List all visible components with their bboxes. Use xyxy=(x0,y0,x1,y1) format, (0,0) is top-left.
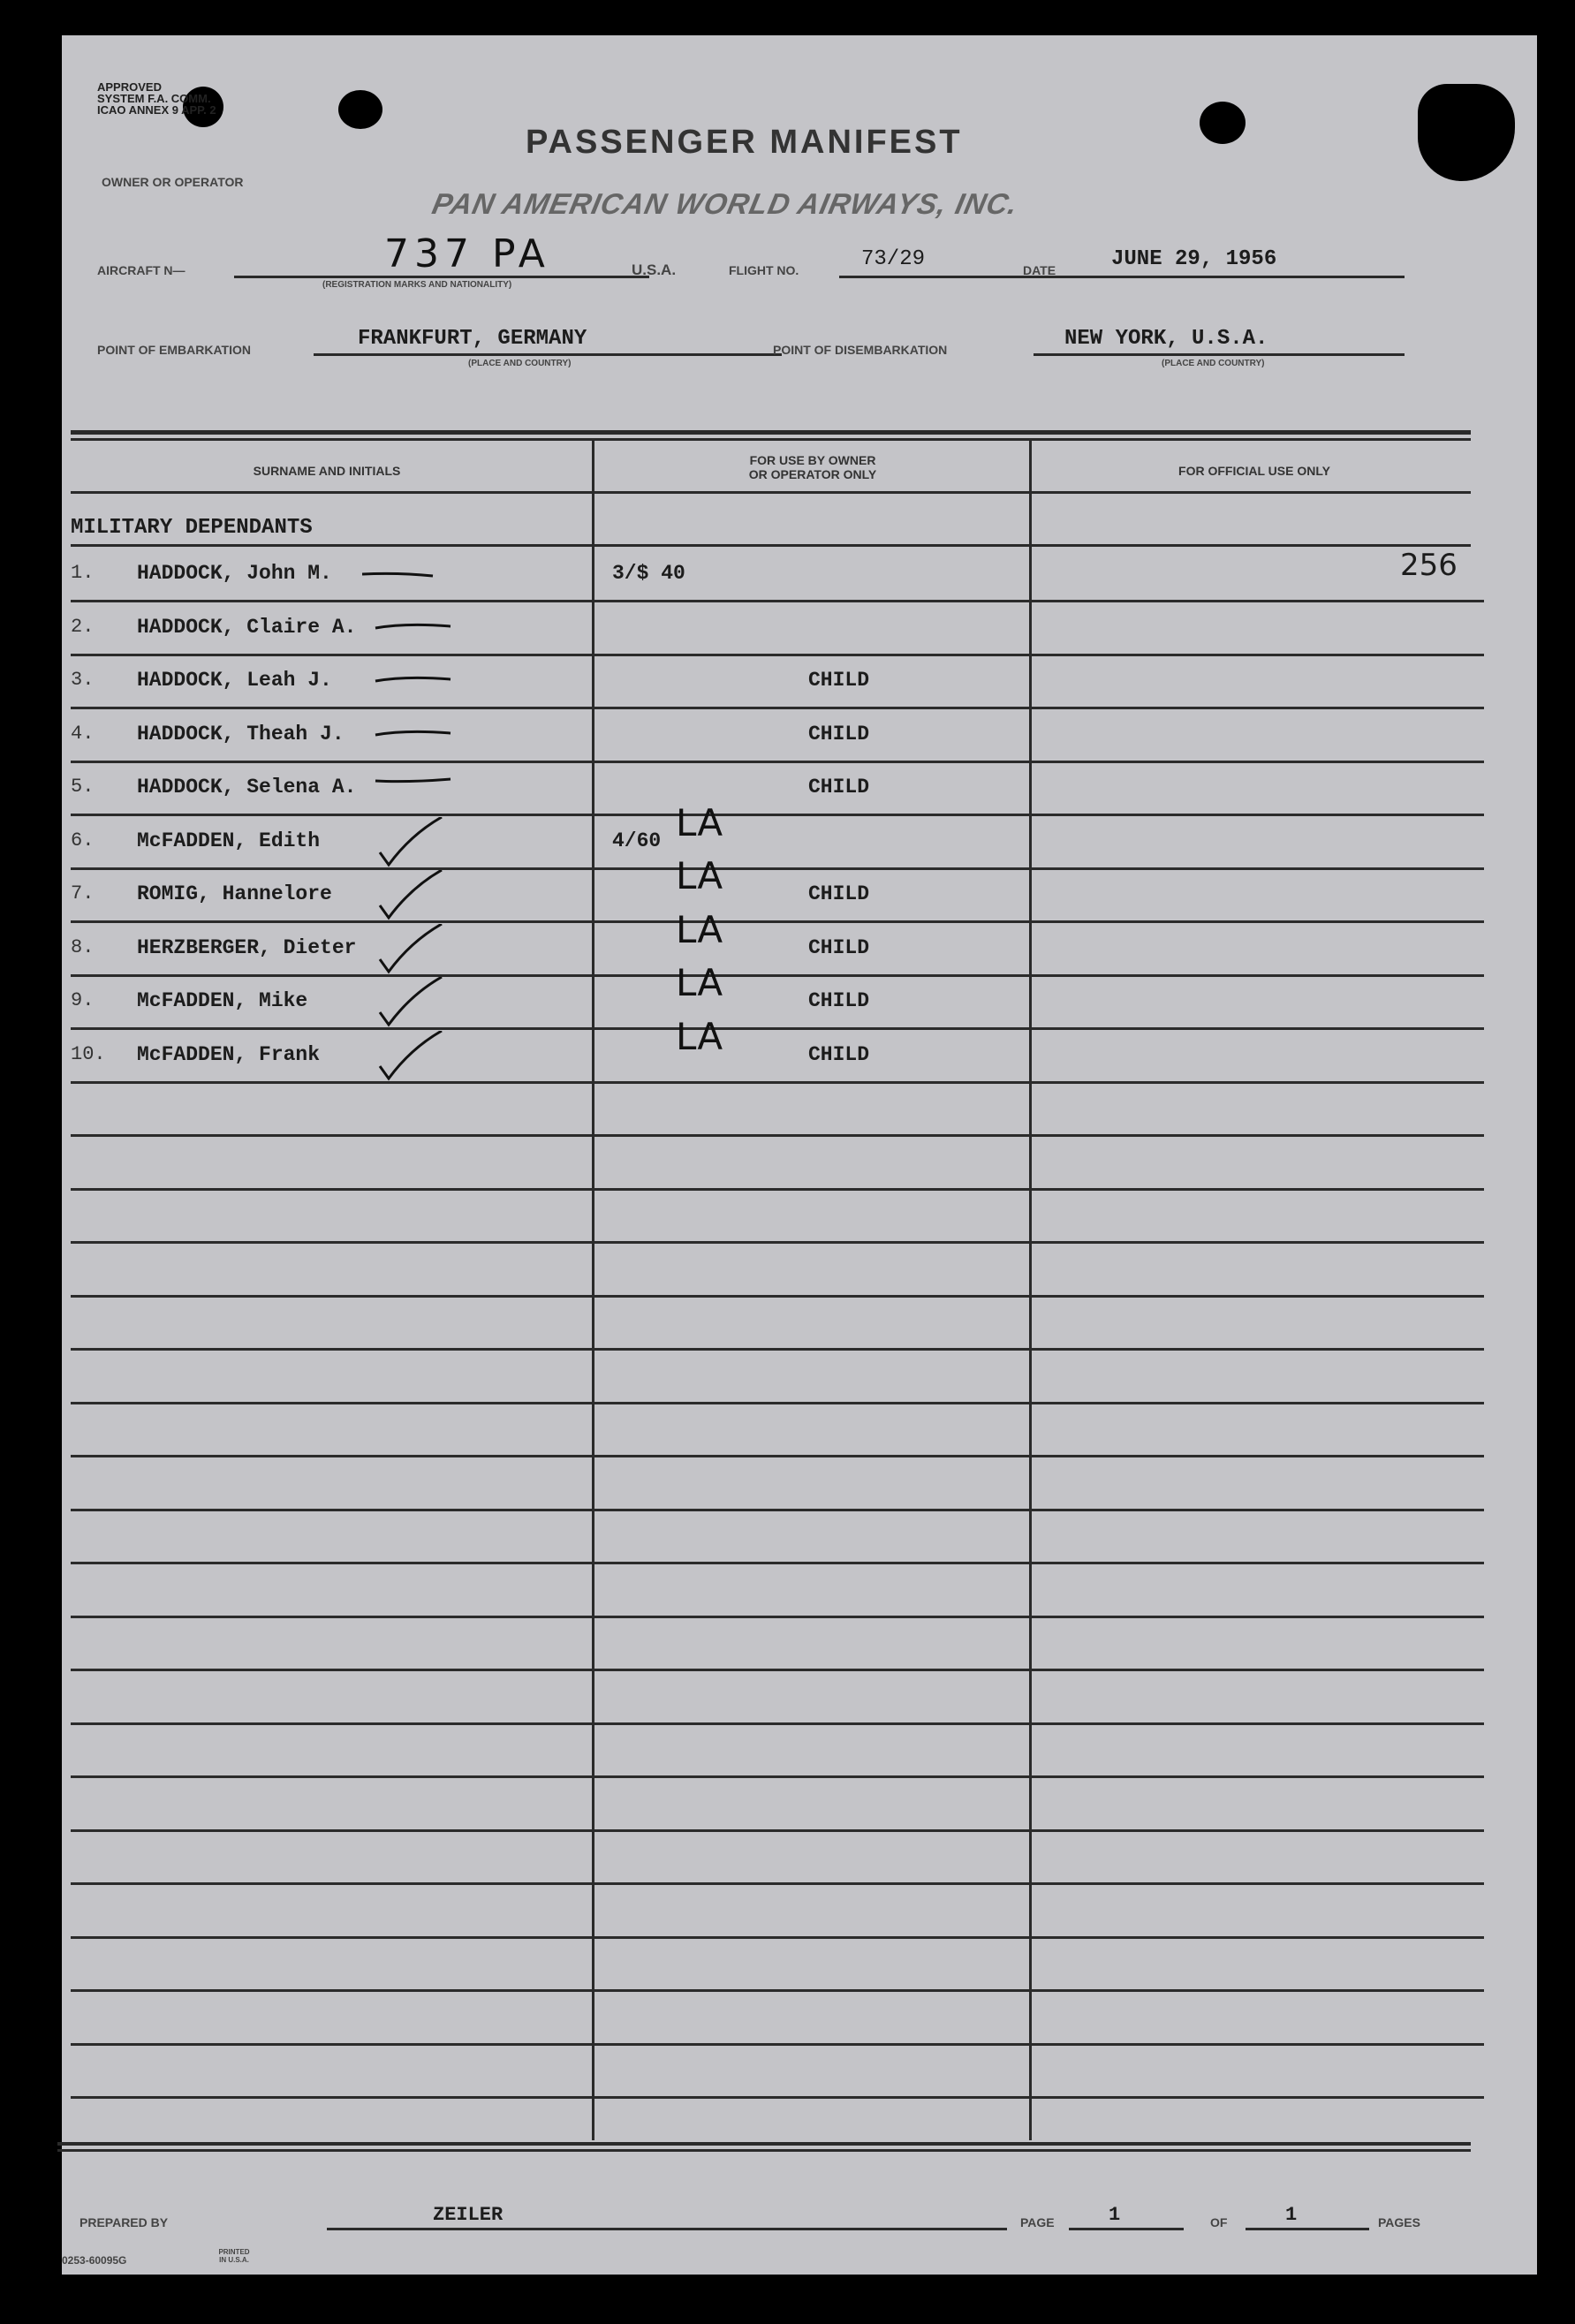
row-number: 2. xyxy=(71,615,95,638)
handwritten-mark xyxy=(362,656,574,709)
disembarkation-label: POINT OF DISEMBARKATION xyxy=(773,343,948,357)
passenger-name: HADDOCK, John M. xyxy=(137,562,332,585)
check-mark xyxy=(380,817,442,865)
handwritten-mark xyxy=(362,710,574,763)
blank-row xyxy=(71,1993,1484,2046)
dash-mark xyxy=(375,625,451,628)
table-top-rule-2 xyxy=(71,438,1471,441)
punch-hole xyxy=(338,90,382,129)
table-row xyxy=(71,800,1484,870)
owner-entry: 4/60 xyxy=(612,829,662,852)
printed-stamp: PRINTED IN U.S.A. xyxy=(218,2248,250,2264)
passenger-status: CHILD xyxy=(808,776,870,799)
of-label: OF xyxy=(1210,2215,1228,2229)
row-number: 3. xyxy=(71,669,95,691)
registration-caption: (REGISTRATION MARKS AND NATIONALITY) xyxy=(322,280,512,290)
table-row xyxy=(71,549,1484,602)
airline-name: PAN AMERICAN WORLD AIRWAYS, INC. xyxy=(429,187,1022,220)
handwritten-mark xyxy=(362,870,574,923)
table-row xyxy=(71,763,1484,816)
flight-label: FLIGHT NO. xyxy=(729,263,799,277)
date-underline xyxy=(1069,276,1405,278)
embarkation-label: POINT OF EMBARKATION xyxy=(97,343,251,357)
passenger-name: McFADDEN, Edith xyxy=(137,829,321,852)
row-number: 10. xyxy=(71,1042,106,1065)
passenger-name: HADDOCK, Selena A. xyxy=(137,776,357,799)
blank-row xyxy=(71,1084,1484,1137)
date-label: DATE xyxy=(1023,263,1056,277)
passenger-name: McFADDEN, Mike xyxy=(137,989,308,1012)
passenger-status: CHILD xyxy=(808,1042,870,1066)
check-mark xyxy=(380,870,442,918)
row-number: 7. xyxy=(71,882,95,905)
handwritten-mark xyxy=(362,977,574,1030)
page-label: PAGE xyxy=(1020,2215,1055,2229)
row-rule xyxy=(71,2096,1484,2099)
prepared-label: PREPARED BY xyxy=(80,2215,169,2229)
handwritten-initials: LA xyxy=(676,1014,723,1058)
official-column-header: FOR OFFICIAL USE ONLY xyxy=(1178,464,1330,478)
handwritten-mark xyxy=(362,817,574,870)
table-row xyxy=(71,907,1484,977)
table-row xyxy=(71,656,1484,709)
blank-row xyxy=(71,1298,1484,1351)
passenger-name: HADDOCK, Theah J. xyxy=(137,722,345,746)
embarkation-underline xyxy=(314,353,782,356)
dash-mark xyxy=(362,573,433,576)
passenger-name: HADDOCK, Leah J. xyxy=(137,669,332,692)
approval-block xyxy=(97,81,216,116)
approval-line: ICAO ANNEX 9 APP. 2 xyxy=(97,103,216,117)
owner-column-header: FOR USE BY OWNER OR OPERATOR ONLY xyxy=(748,453,877,481)
header-rule xyxy=(71,491,1471,494)
row-number: 9. xyxy=(71,989,95,1011)
dash-mark xyxy=(375,779,451,782)
passenger-status: CHILD xyxy=(808,669,870,692)
date-value: JUNE 29, 1956 xyxy=(1111,247,1277,271)
table-row xyxy=(71,854,1484,923)
owner-label: OWNER OR OPERATOR xyxy=(102,175,244,189)
disembarkation-underline xyxy=(1034,353,1405,356)
row-number: 4. xyxy=(71,722,95,745)
handwritten-mark xyxy=(362,1031,574,1084)
passenger-name: ROMIG, Hannelore xyxy=(137,882,332,905)
blank-row xyxy=(71,1351,1484,1404)
footer-rule-2 xyxy=(57,2149,1471,2152)
disembarkation-value: NEW YORK, U.S.A. xyxy=(1064,327,1268,351)
page-underline xyxy=(1069,2228,1184,2230)
section-rule xyxy=(71,544,1471,547)
table-row xyxy=(71,710,1484,763)
blank-row xyxy=(71,1618,1484,1671)
table-row xyxy=(71,1014,1484,1084)
table-top-rule xyxy=(71,430,1471,435)
row-number: 8. xyxy=(71,935,95,958)
of-underline xyxy=(1246,2228,1369,2230)
handwritten-mark xyxy=(362,763,574,816)
passenger-status: CHILD xyxy=(808,882,870,905)
punch-hole xyxy=(1200,102,1246,144)
blank-row xyxy=(71,1191,1484,1244)
check-mark xyxy=(380,924,442,972)
blank-row xyxy=(71,2046,1484,2099)
torn-corner xyxy=(1418,84,1515,181)
dash-mark xyxy=(375,678,451,681)
footer-rule xyxy=(57,2142,1471,2146)
handwritten-mark xyxy=(362,924,574,977)
approval-line: APPROVED xyxy=(97,80,162,94)
pages-label: PAGES xyxy=(1378,2215,1420,2229)
handwritten-initials: LA xyxy=(676,961,723,1004)
row-number: 5. xyxy=(71,776,95,798)
blank-row xyxy=(71,1565,1484,1618)
section-label: MILITARY DEPENDANTS xyxy=(71,516,313,540)
embarkation-caption: (PLACE AND COUNTRY) xyxy=(468,359,572,368)
handwritten-initials: LA xyxy=(676,907,723,951)
dash-mark xyxy=(375,731,451,735)
blank-row xyxy=(71,1245,1484,1298)
blank-row xyxy=(71,1725,1484,1778)
official-note: 256 xyxy=(1400,548,1458,583)
blank-row xyxy=(71,1672,1484,1725)
passenger-name: HADDOCK, Claire A. xyxy=(137,615,357,639)
blank-row xyxy=(71,1886,1484,1939)
disembarkation-caption: (PLACE AND COUNTRY) xyxy=(1162,359,1265,368)
aircraft-value: 737 PA xyxy=(384,231,550,276)
page-title: PASSENGER MANIFEST xyxy=(526,124,963,161)
prepared-value: ZEILER xyxy=(433,2204,504,2226)
check-mark xyxy=(380,977,442,1025)
aircraft-label: AIRCRAFT N— xyxy=(97,263,186,277)
blank-row xyxy=(71,1939,1484,1992)
blank-row xyxy=(71,1832,1484,1885)
handwritten-mark xyxy=(362,603,574,656)
blank-row xyxy=(71,1404,1484,1457)
embarkation-value: FRANKFURT, GERMANY xyxy=(358,327,587,351)
passenger-status: CHILD xyxy=(808,722,870,746)
blank-row xyxy=(71,1779,1484,1832)
table-row xyxy=(71,603,1484,656)
page-value: 1 xyxy=(1109,2204,1121,2226)
table-row xyxy=(71,961,1484,1030)
check-mark xyxy=(380,1031,442,1079)
passenger-status: CHILD xyxy=(808,935,870,959)
form-number: 0253-60095G xyxy=(62,2254,127,2267)
blank-row xyxy=(71,1458,1484,1511)
blank-row xyxy=(71,1511,1484,1564)
surname-column-header: SURNAME AND INITIALS xyxy=(253,464,401,478)
prepared-underline xyxy=(327,2228,1007,2230)
passenger-status: CHILD xyxy=(808,989,870,1012)
handwritten-mark xyxy=(362,549,574,602)
approval-line: SYSTEM F.A. COMM. xyxy=(97,92,211,105)
owner-entry: 3/$ 40 xyxy=(612,562,685,585)
row-number: 6. xyxy=(71,829,95,852)
flight-value: 73/29 xyxy=(861,247,926,271)
row-number: 1. xyxy=(71,562,95,584)
manifest-sheet xyxy=(62,35,1537,2275)
nationality: U.S.A. xyxy=(632,261,677,278)
passenger-name: HERZBERGER, Dieter xyxy=(137,935,357,959)
handwritten-initials: LA xyxy=(676,854,723,897)
passenger-name: McFADDEN, Frank xyxy=(137,1042,321,1066)
blank-row xyxy=(71,1138,1484,1191)
handwritten-initials: LA xyxy=(676,800,723,844)
of-value: 1 xyxy=(1285,2204,1298,2226)
